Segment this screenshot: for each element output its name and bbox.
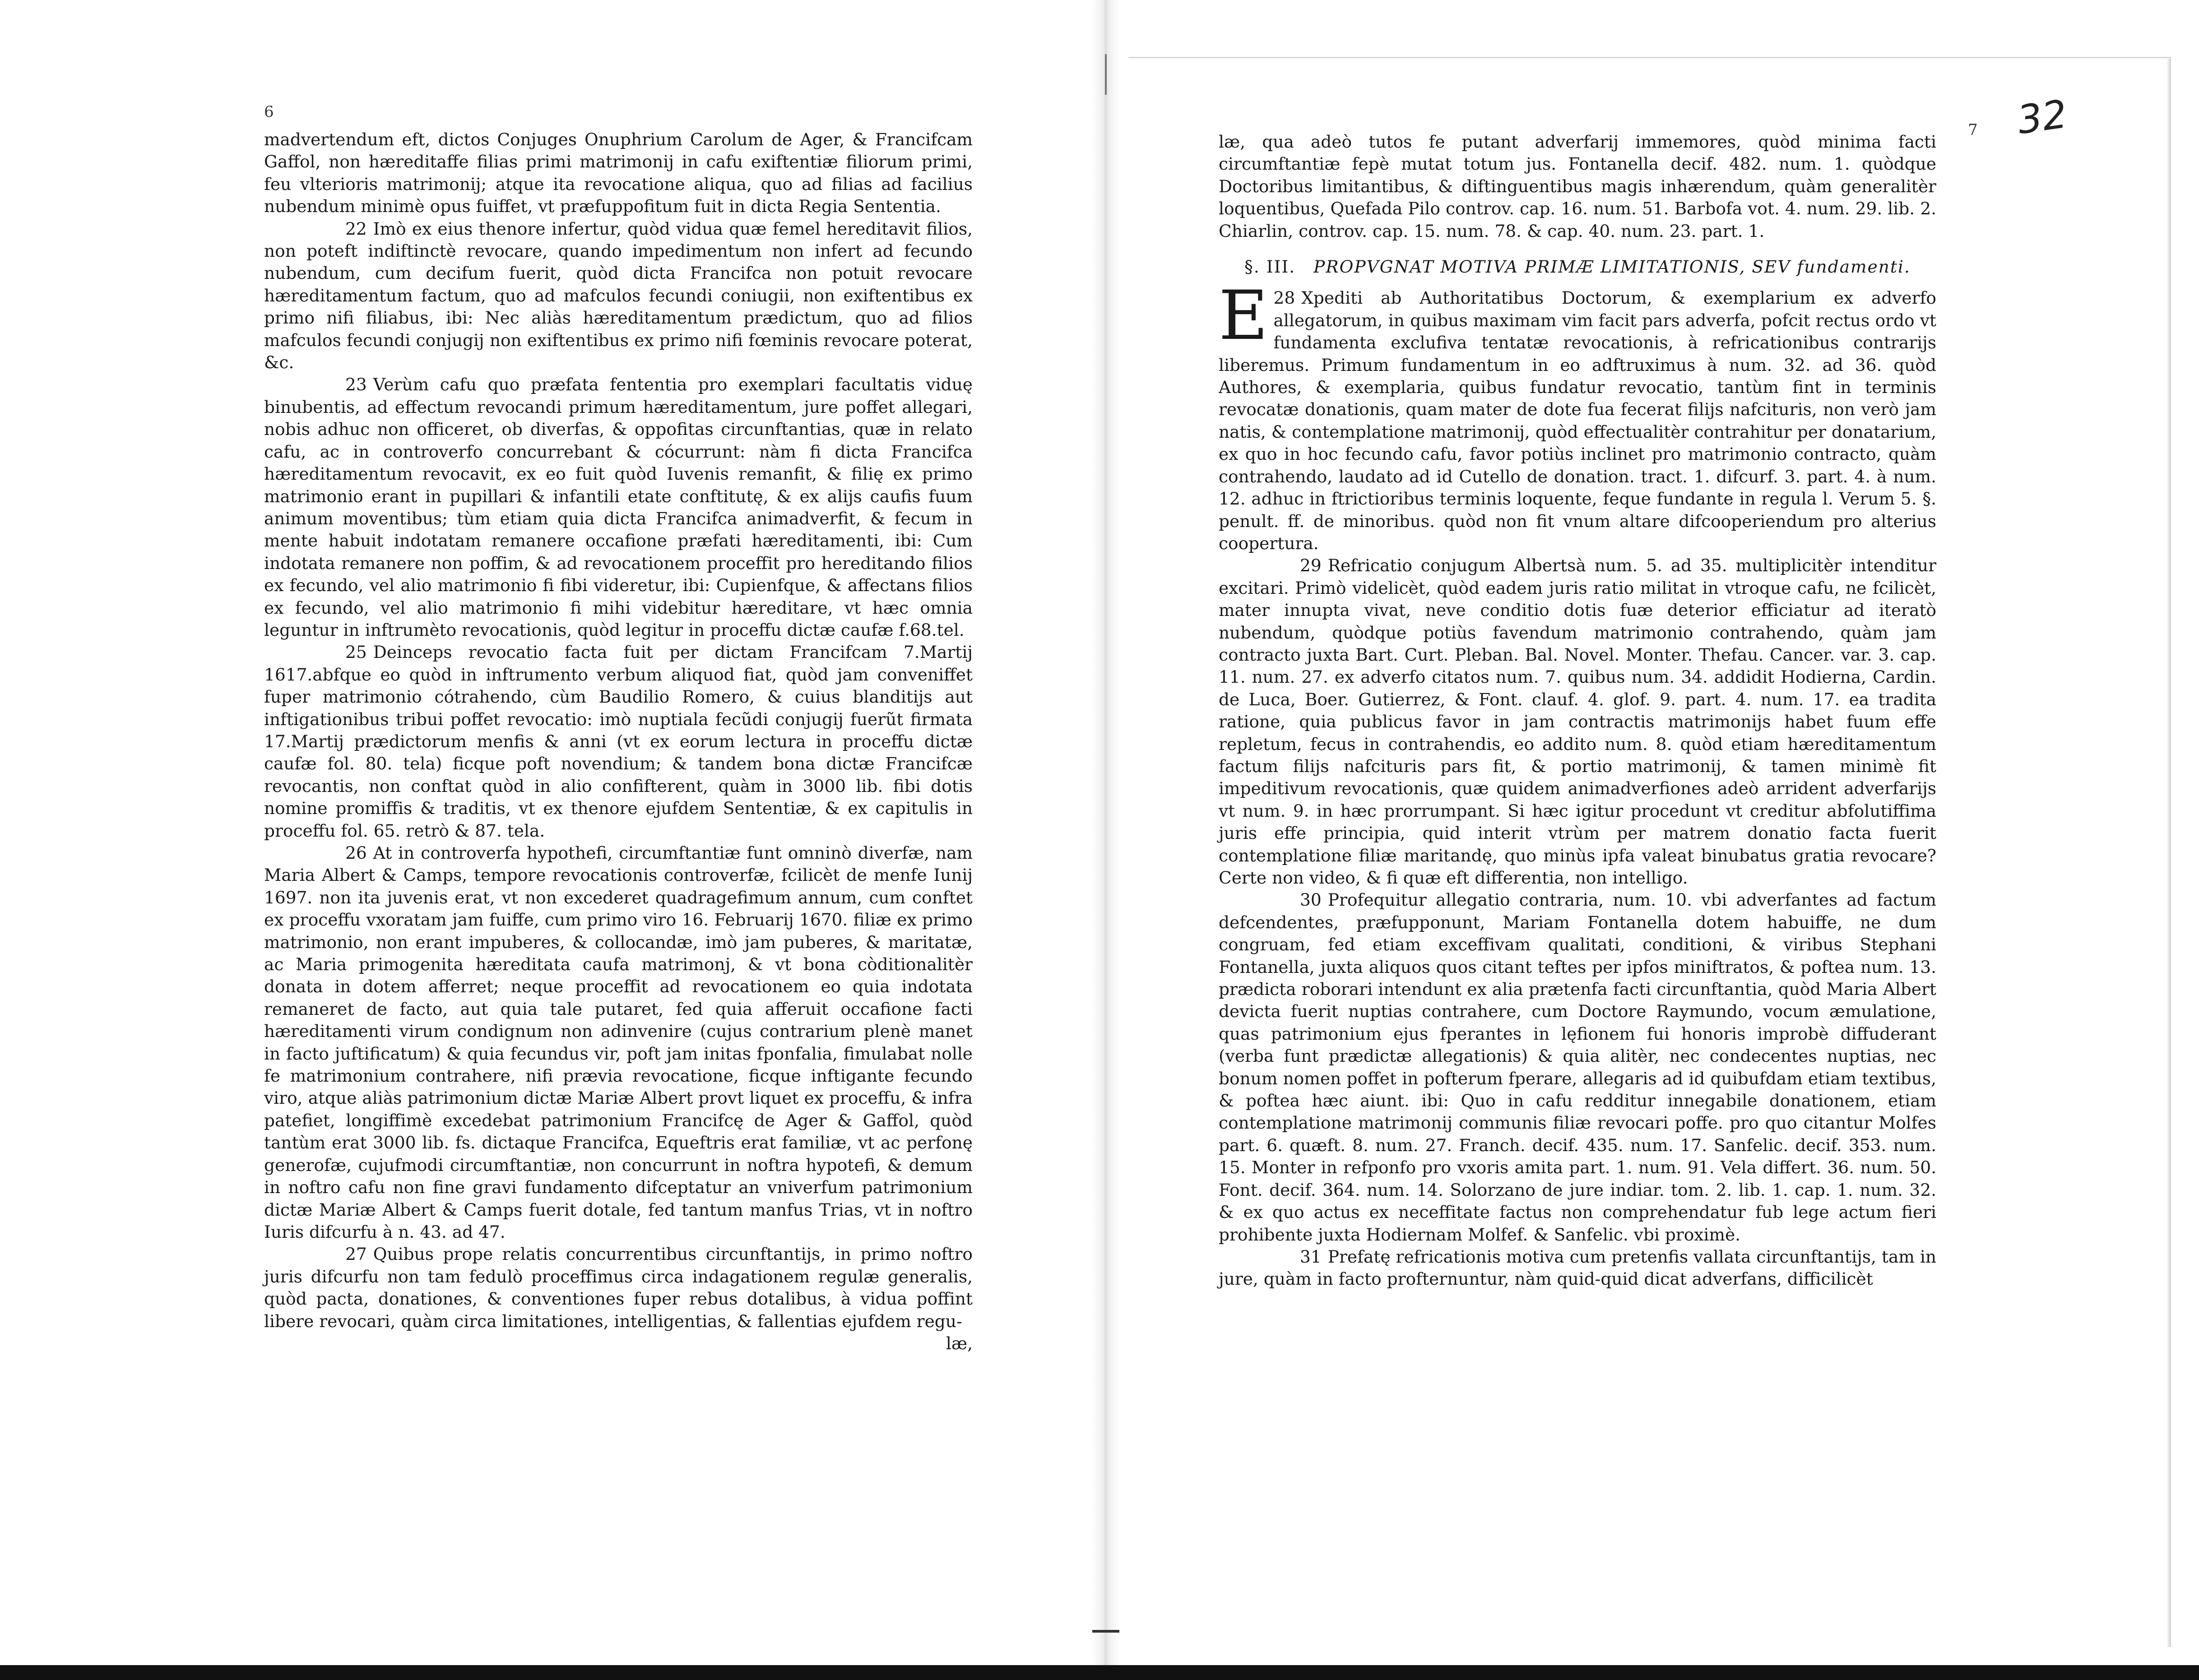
drop-capital: E — [1219, 277, 1268, 356]
paragraph-number: 28 — [1273, 288, 1295, 308]
paragraph-number: 23 — [345, 375, 367, 395]
paragraph-number: 30 — [1300, 890, 1322, 910]
paragraph-number: 31 — [1300, 1246, 1322, 1267]
page-margin — [2171, 59, 2199, 1647]
paragraph-text: læ, qua adeò tutos fe putant adverfarij immemores, quòd minima facti circumftantiæ fepè mutat totum jus. Fontanella decif. 482. num. 1. quòdque Doctoribus limitantibus, & diftinguentibus magis inhærendum, quàm generalitèr loquentibus, Quefada Pilo controv. cap. 16. num. 51. Barbofa vot. 4. num. 29. lib. 2. Chiarlin, controv. cap. 15. num. 78. & cap. 40. num. 23. part. 1. — [1219, 132, 1936, 241]
paragraph-text: madvertendum eft, dictos Conjuges Onuphrium Carolum de Ager, & Francifcam Gaffol, non hæreditaffe filias primi matrimonij in cafu exiftentiæ filiorum primi, feu vlterioris matrimonij; atque ita revocatione aliqua, quo ad filias ad facilius nubendum minimè opus fuiffet, vt præfuppofitum fuit in dicta Regia Sententia. — [264, 130, 973, 217]
right-page-number: 7 — [1968, 121, 1978, 139]
paragraph-text: Xpediti ab Authoritatibus Doctorum, & exemplarium ex adverfo allegatorum, in quibus maximam vim facit pars adverfa, pofcit rectus ordo vt fundamenta exclufiva tentatæ revocationis, à refricationibus contrarijs liberemus. Primum fundamentum in eo adftruximus à num. 32. ad 36. quòd Authores, & exemplaria, quibus fundatur revocatio, tantùm fint in terminis revocatæ donationis, quam mater de dote fua fecerat filijs nafcituris, non verò jam natis, & contemplatione matrimonij, quòd effectualitèr contrahitur per donatarium, ex quo in hoc fecundo cafu, favor potiùs inclinet pro matrimonio contracto, quàm contrahendo, laudato ad id Cutello de donation. tract. 1. difcurf. 3. part. 4. à num. 12. adhuc in ftrictioribus terminis loquente, feque fundante in regula l. Verum 5. §. penult. ff. de minoribus. quòd non fit vnum altare difcooperiendum pro alterius coopertura. — [1219, 288, 1936, 553]
paragraph-number: 29 — [1300, 555, 1322, 576]
right-paragraph-31 — [1219, 1246, 1936, 1291]
paragraph-number: 27 — [345, 1244, 367, 1264]
catchword: læ, — [946, 1333, 973, 1353]
book-gutter — [1092, 0, 1119, 1680]
paragraph-number: 22 — [345, 218, 367, 239]
section-heading — [1219, 256, 1936, 278]
paragraph-text: Prefatę refricationis motiva cum pretenfis vallata circunftantijs, tam in jure, quàm in facto profternuntur, nàm quid-quid dicat adverfans, difficilicèt — [1219, 1246, 1936, 1289]
paragraph-text: Refricatio conjugum Albertsà num. 5. ad 35. multiplicitèr intenditur excitari. Primò videlicèt, quòd eadem juris ratio militat in vtroque cafu, ne fcilicèt, mater innupta vivat, neve conditio dotis fuæ deterior efficiatur ad iteratò nubendum, quòdque potiùs favendum matrimonio contrahendo, quàm jam contracto juxta Bart. Curt. Pleban. Bal. Novel. Monter. Thefau. Cancer. var. 3. cap. 11. num. 27. ex adverfo citatos num. 7. quibus num. 34. addidit Hodierna, Cardin. de Luca, Boer. Gutierrez, & Font. clauf. 4. glof. 9. part. 4. num. 17. ea tradita ratione, quia publicus favor in jam contractis matrimonijs habet fuum effe repletum, fecus in contrahendis, eo addito num. 8. quòd etiam hæreditamentum factum filijs nafcituris pars fit, & portio matrimonij, & tamen minimè fit impeditivum revocationis, quæ quidem animadverfiones adeò arrident adverfarijs vt num. 9. in hæc prorrumpant. Si hæc igitur procedunt vt creditur abfolutiffima juris effe principia, quid interit vtrùm per matrem donatio facta fuerit contemplatione filiæ maritandę, quo minùs ipfa valeat binubatus gratia revocare? Certe non video, & fi quæ eft differentia, non intelligo. — [1219, 555, 1936, 888]
right-page-text — [1219, 131, 1936, 1291]
right-intro-paragraph — [1219, 131, 1936, 242]
paragraph-text: Deinceps revocatio facta fuit per dictam Francifcam 7.Martij 1617.abfque eo quòd in inftrumento verbum aliquod fiat, quòd jam conveniffet fuper matrimonio cótrahendo, cùm Baudilio Romero, & cuius blanditijs aut inftigationibus tribui poffet revocatio: imò nuptiala fecũdi conjugij fuerũt firmata 17.Martij prædictorum menfis & anni (vt ex eorum lectura in proceffu dictæ caufæ fol. 80. tela) ficque poft novendium; & tandem bona dictæ Francifcæ revocantis, non conftat quòd in alio confifterent, quàm in 3000 lib. fibi dotis nomine promiffis & traditis, vt ex thenore ejufdem Sententiæ, & ex capitulis in proceffu fol. 65. retrò & 87. tela. — [264, 642, 973, 841]
left-paragraph-0 — [264, 129, 973, 218]
left-paragraph-27 — [264, 1243, 973, 1333]
gutter-bottom-mark — [1092, 1630, 1119, 1633]
right-paragraph-28 — [1219, 277, 1936, 555]
left-page-number: 6 — [264, 103, 274, 121]
paragraph-number: 26 — [345, 843, 367, 863]
section-label: §. III. — [1244, 257, 1296, 277]
section-title: PROPVGNAT MOTIVA PRIMÆ LIMITATIONIS, SEV fundamenti. — [1313, 257, 1911, 277]
paragraph-number: 25 — [345, 642, 367, 662]
right-paragraph-30 — [1219, 889, 1936, 1246]
left-paragraph-26 — [264, 842, 973, 1243]
page-right-edge — [2167, 59, 2171, 1647]
handwritten-folio-number: 32 — [2014, 91, 2070, 143]
scan-bottom-border — [0, 1665, 2199, 1680]
left-paragraph-25 — [264, 641, 973, 842]
paragraph-text: At in controverfa hypothefi, circumftantiæ funt omninò diverfæ, nam Maria Albert & Camps, tempore revocationis controverfæ, fcilicèt de menfe Iunij 1697. non ita juvenis erat, vt non excederet quadragefimum annum, cum conftet ex proceffu vxoratam jam fuiffe, cum primo viro 16. Februarij 1670. filiæ ex primo matrimonio, non erant impuberes, & collocandæ, imò jam puberes, & maritatæ, ac Maria primogenita hæreditata caufa matrimonj, & vt bona còditionalitèr donata in dotem afferret; neque proceffit ad revocationem eo quia indotata remaneret de facto, aut quia tale putaret, fed quia afferuit occafione facti hæreditamenti virum condignum non adinvenire (cujus contrarium plenè manet in facto juftificatum) & quia fecundus vir, poft jam initas fponfalia, fimulabat nolle fe matrimonium contrahere, nifi prævia revocatione, ficque inftigante fecundo viro, atque aliàs patrimonium dictæ Mariæ Albert provt liquet ex proceffu, & infra patefiet, longiffimè excedebat patrimonium Francifcę de Ager & Gaffol, quòd tantùm erat 3000 lib. fs. dictaque Francifca, Equeftris erat familiæ, vt ac perfonę generofæ, cujufmodi circumftantiæ, non concurrunt in noftra hypotefi, & demum in noftro cafu non fine gravi fundamento difceptatur an vniverfum patrimonium dictæ Mariæ Albert & Camps fuerit dotale, fed tantum manfus Trias, vt in noftro Iuris difcurfu à n. 43. ad 47. — [264, 843, 973, 1242]
left-paragraph-22 — [264, 218, 973, 374]
paragraph-text: Quibus prope relatis concurrentibus circunftantijs, in primo noftro juris difcurfu non tam fedulò proceffimus circa indagationem regulæ generalis, quòd pacta, donationes, & conventiones fuper rebus dotalibus, à vidua poffint libere revocari, quàm circa limitationes, intelligentias, & fallentias ejufdem regu- — [264, 1244, 973, 1331]
page-top-edge — [1128, 57, 2171, 58]
left-page-text — [264, 129, 973, 1355]
left-paragraph-23 — [264, 374, 973, 641]
paragraph-text: Imò ex eius thenore infertur, quòd vidua quæ femel hereditavit filios, non poteft indiftinctè revocare, quando impedimentum non infert ad fecundo nubendum, cum decifum fuerit, quòd dicta Francifca non potuit revocare hæreditamentum factum, quo ad mafculos fecundi coniugii, non exiftentibus ex primo nifi filiabus, ibi: Nec aliàs hæreditamentum prædictum, quo ad filios mafculos fecundi conjugij non exiftentibus ex primo nifi fœminis revocare poterat, &c. — [264, 218, 973, 373]
gutter-mark — [1105, 54, 1107, 95]
paragraph-text: Verùm cafu quo præfata fententia pro exemplari facultatis viduę binubentis, ad effectum revocandi primum hæreditamentum, jure poffet allegari, nobis adhuc non officeret, ob diverfas, & oppofitas circunftantias, quæ in relato cafu, ac in controverfo concurrebant & cócurrunt: nàm fi dicta Francifca hæreditamentum revocavit, ex eo fuit quòd Iuvenis remanfit, & filię ex primo matrimonio erant in pupillari & infantili etate conftitutę, & ex alijs caufis fuum animum moventibus; tùm etiam quia dicta Francifca animadverfit, & fecum in mente habuit indotatam remanere occafione præfati hæreditamenti, ibi: Cum indotata remanere non poffim, & ad revocationem proceffit pro hereditando filios ex fecundo, vel alio matrimonio fi fibi videretur, ibi: Cupienfque, & affectans filios ex fecundo, vel alio matrimonio fi mihi videbitur hæreditare, vt hæc omnia leguntur in inftrumèto revocationis, quòd legitur in proceffu dictæ caufæ f.68.tel. — [264, 375, 973, 640]
paragraph-text: Profequitur allegatio contraria, num. 10. vbi adverfantes ad factum defcendentes, præfupponunt, Mariam Fontanella dotem habuiffe, ne dum congruam, fed etiam exceffivam qualitati, conditioni, & viribus Stephani Fontanella, juxta aliquos quos citant teftes per ipfos miniftratos, & poftea num. 13. prædicta roborari intendunt ex alia prætenfa facti circunftantia, quòd Maria Albert devicta fuerit nuptias contrahere, cum Doctore Raymundo, vocum æmulatione, quas patrimonium ejus fperantes in lęfionem fui honoris improbè diffuderant (verba funt prædictæ allegationis) & quia alitèr, nec condecentes nuptias, nec bonum nomen poffet in pofterum fperare, allegaris ad id quibufdam etiam textibus, & poftea hæc aiunt. ibi: Quo in cafu redditur innegabile donationem, etiam contemplatione matrimonij communis filiæ revocari poffe. pro quo citantur Molfes part. 6. quæft. 8. num. 27. Franch. decif. 435. num. 17. Sanfelic. decif. 353. num. 15. Monter in refponfo pro vxoris amita part. 1. num. 91. Vela differt. 36. num. 50. Font. decif. 364. num. 14. Solorzano de jure indiar. tom. 2. lib. 1. cap. 1. num. 32. & ex quo actus ex neceffitate factus non comprehendatur fub lege actum fieri prohibente juxta Hodiernam Molfef. & Sanfelic. vbi proximè. — [1219, 890, 1936, 1245]
right-paragraph-29 — [1219, 555, 1936, 889]
